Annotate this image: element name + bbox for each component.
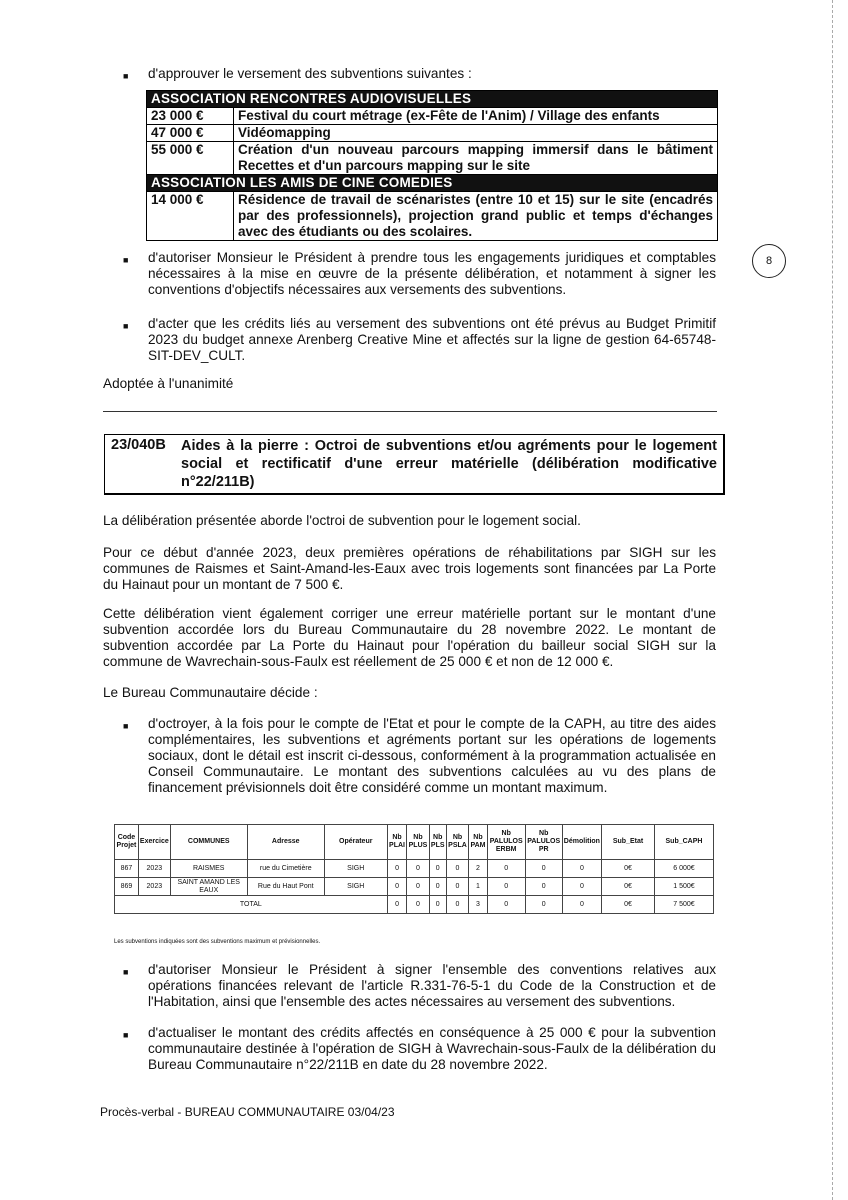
column-header: Nb PAM [469, 825, 488, 860]
table-cell: 2023 [138, 860, 170, 878]
table-cell: rue du Cimetière [247, 860, 324, 878]
operations-table [114, 824, 714, 914]
table-cell: 7 500€ [655, 896, 714, 914]
table-cell: 3 [469, 896, 488, 914]
column-header: Nb PLUS [407, 825, 429, 860]
table-cell: SIGH [324, 878, 387, 896]
column-header: Sub_Etat [602, 825, 655, 860]
table-cell: 0 [525, 896, 562, 914]
table-footnote: Les subventions indiquées sont des subventions maximum et prévisionnelles. [114, 939, 321, 945]
table-cell: 0€ [602, 878, 655, 896]
table-cell: 2023 [138, 878, 170, 896]
table-cell: 0 [429, 878, 446, 896]
paragraph: Pour ce début d'année 2023, deux premières opérations de réhabilitations par SIGH sur les communes de Raismes et Saint-Amand-les-Eaux avec trois logements sont financées par La Porte du Hainaut pour un montant de 7 500 €. [103, 545, 716, 592]
table-cell: 0 [446, 860, 468, 878]
table-cell: 0 [487, 878, 525, 896]
bullet-icon: ■ [123, 71, 129, 81]
section-header-box [104, 434, 725, 495]
table-cell: 869 [115, 878, 139, 896]
table-cell: 6 000€ [655, 860, 714, 878]
subsidy-amount: 23 000 € [147, 108, 234, 125]
column-header: Nb PSLA [446, 825, 468, 860]
subsidy-description: Vidéomapping [234, 125, 718, 142]
column-header: Nb PLAI [387, 825, 407, 860]
table-cell: 0 [446, 878, 468, 896]
table-cell: RAISMES [170, 860, 247, 878]
update-bullet-text: d'actualiser le montant des crédits affectés en conséquence à 25 000 € pour la subvention communautaire destinée à l'opération de SIGH à Wavrechain-sous-Faulx de la délibération du Bureau Communautaire n°22/211B en date du 28 novembre 2022. [148, 1025, 716, 1072]
subsidy-description: Résidence de travail de scénaristes (entre 10 et 15) sur le site (encadrés par des professionnels), projection grand public et temps d'échanges avec des étudiants ou des scolaires. [234, 192, 718, 241]
column-header: Exercice [138, 825, 170, 860]
subsidy-description: Création d'un nouveau parcours mapping immersif dans le bâtiment Recettes et d'un parcours mapping sur le site [234, 142, 718, 175]
column-header: Démolition [562, 825, 601, 860]
table-cell: 867 [115, 860, 139, 878]
column-header: Nb PALULOS ERBM [487, 825, 525, 860]
column-header: Nb PLS [429, 825, 446, 860]
paragraph: Le Bureau Communautaire décide : [103, 685, 318, 700]
paragraph: Cette délibération vient également corriger une erreur matérielle portant sur le montant d'une subvention accordée lors du Bureau Communautaire du 28 novembre 2022. Le montant de subvention accordée par La Porte du Hainaut pour l'opération du bailleur social SIGH sur la commune de Wavrechain-sous-Faulx est réellement de 25 000 € et non de 12 000 €. [103, 606, 716, 669]
table-cell: 0 [387, 896, 407, 914]
table-cell: SIGH [324, 860, 387, 878]
bullet-icon: ■ [123, 1030, 129, 1040]
sign-bullet-text: d'autoriser Monsieur le Président à signer l'ensemble des conventions relatives aux opérations financées relevant de l'article R.331-76-5-1 du Code de la Construction et de l'Habitation, ainsi que l'ensemble des actes nécessaires au versement des subventions. [148, 962, 716, 1009]
subsidy-amount: 14 000 € [147, 192, 234, 241]
column-header: Opérateur [324, 825, 387, 860]
total-label: TOTAL [115, 896, 388, 914]
table-cell: 0 [429, 896, 446, 914]
table-cell: 0 [525, 878, 562, 896]
table-cell: 0€ [602, 860, 655, 878]
table-row [115, 860, 714, 878]
table-cell: 0€ [602, 896, 655, 914]
table-cell: 0 [407, 878, 429, 896]
column-header: Adresse [247, 825, 324, 860]
table-cell: 0 [487, 860, 525, 878]
table-cell: 1 [469, 878, 488, 896]
subsidy-amount: 47 000 € [147, 125, 234, 142]
table-cell: 0 [387, 878, 407, 896]
page-footer: Procès-verbal - BUREAU COMMUNAUTAIRE 03/04/23 [100, 1105, 395, 1119]
intro-bullet-text: d'approuver le versement des subventions suivantes : [148, 66, 472, 81]
bullet-icon: ■ [123, 321, 129, 331]
adopted-text: Adoptée à l'unanimité [103, 376, 234, 391]
table-cell: 0 [446, 896, 468, 914]
page-stamp: 8 [752, 244, 786, 278]
paragraph: La délibération présentée aborde l'octroi de subvention pour le logement social. [103, 513, 581, 528]
table-cell: 0 [525, 860, 562, 878]
section-number: 23/040B [111, 437, 166, 453]
bullet-icon: ■ [123, 721, 129, 731]
table-cell: 2 [469, 860, 488, 878]
table-row [115, 878, 714, 896]
table-cell: 0 [562, 878, 601, 896]
table-cell: 0 [429, 860, 446, 878]
section-divider [103, 411, 717, 412]
association-name: ASSOCIATION RENCONTRES AUDIOVISUELLES [147, 91, 718, 108]
associations-table [146, 90, 718, 241]
column-header: Code Projet [115, 825, 139, 860]
section-title: Aides à la pierre : Octroi de subventions et/ou agréments pour le logement social et rectificatif d'une erreur matérielle (délibération modificative n°22/211B) [181, 438, 717, 490]
table-cell: 0 [407, 860, 429, 878]
subsidy-description: Festival du court métrage (ex-Fête de l'Anim) / Village des enfants [234, 108, 718, 125]
bullet-icon: ■ [123, 255, 129, 265]
column-header: Sub_CAPH [655, 825, 714, 860]
subsidy-amount: 55 000 € [147, 142, 234, 175]
table-cell: Rue du Haut Pont [247, 878, 324, 896]
table-cell: 1 500€ [655, 878, 714, 896]
page-edge-line [832, 0, 834, 1200]
table-cell: SAINT AMAND LES EAUX [170, 878, 247, 896]
grant-bullet-text: d'octroyer, à la fois pour le compte de l'Etat et pour le compte de la CAPH, au titre des aides complémentaires, les subventions et agréments portant sur les opérations de logements sociaux, dont le détail est inscrit ci-dessous, conformément à la programmation actualisée en Conseil Communautaire. Le montant des subventions calculées au vu des plans de financement prévisionnels doit être considéré comme un montant maximum. [148, 716, 716, 795]
table-total-row [115, 896, 714, 914]
association-name: ASSOCIATION LES AMIS DE CINE COMEDIES [147, 175, 718, 192]
authorize-bullet-text: d'autoriser Monsieur le Président à prendre tous les engagements juridiques et comptables nécessaires à la mise en œuvre de la présente délibération, et notamment à signer les conventions d'objectifs nécessaires aux versements des subventions. [148, 250, 716, 297]
credits-bullet-text: d'acter que les crédits liés au versement des subventions ont été prévus au Budget Primitif 2023 du budget annexe Arenberg Creative Mine et affectés sur la ligne de gestion 64-65748-SIT-DEV_CULT. [148, 316, 716, 363]
table-cell: 0 [387, 860, 407, 878]
table-cell: 0 [562, 896, 601, 914]
column-header: Nb PALULOS PR [525, 825, 562, 860]
table-cell: 0 [407, 896, 429, 914]
bullet-icon: ■ [123, 967, 129, 977]
table-cell: 0 [562, 860, 601, 878]
table-cell: 0 [487, 896, 525, 914]
column-header: COMMUNES [170, 825, 247, 860]
